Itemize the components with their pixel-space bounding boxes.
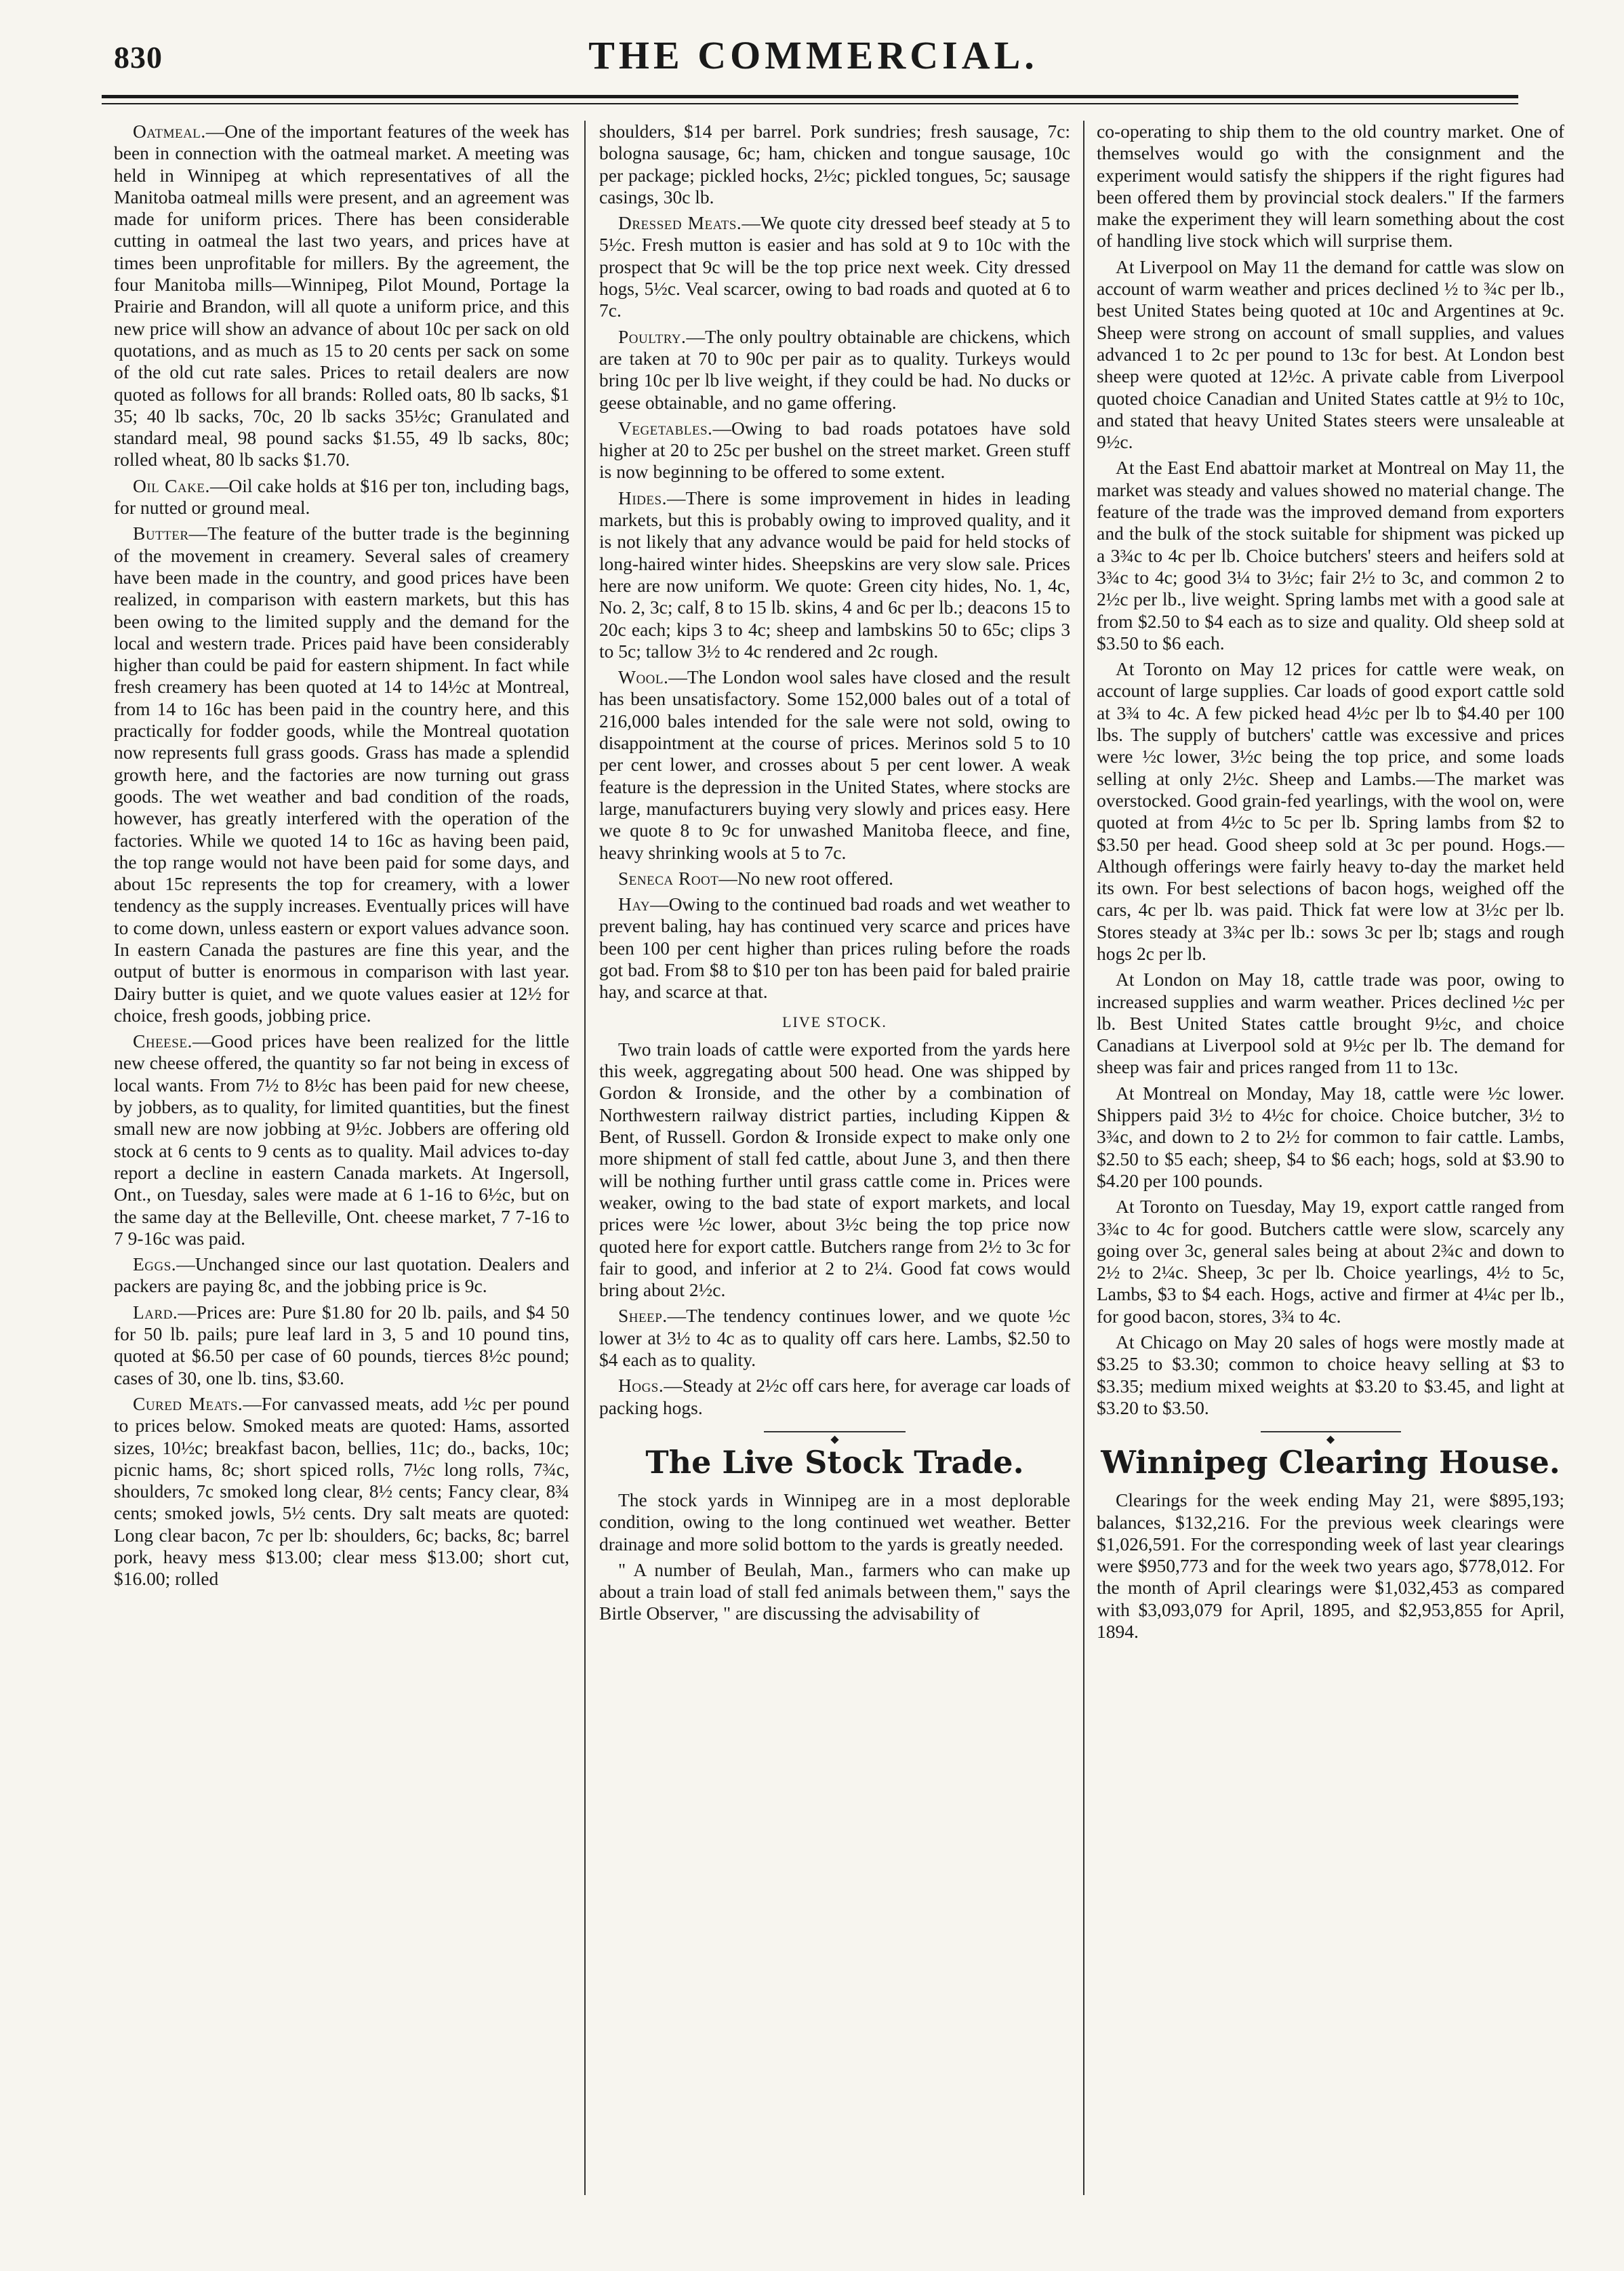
article-hides (599, 487, 1070, 662)
article-seneca-root (599, 868, 1070, 889)
article-lard (114, 1302, 569, 1389)
article-poultry (599, 326, 1070, 414)
column-1 (114, 121, 569, 2229)
article-cheese (114, 1030, 569, 1249)
article-butter (114, 523, 569, 1026)
article-text: —We quote city dressed beef steady at 5 to 5½c. Fresh mutton is easier and has sold at 9 to 10c with the prospect that 9c will be the top price next week. City dressed hogs, 5½c. Veal scarcer, owing to bad roads and quoted at 6 to 7c. (599, 212, 1070, 321)
article-hogs (599, 1375, 1070, 1419)
article-paragraph: " A number of Beulah, Man., farmers who can make up about a train load of stall fed animals between them," says the Birtle Observer, " are discussing the advisability of (599, 1559, 1070, 1624)
section-heading: Eggs. (133, 1253, 177, 1275)
column-2 (599, 121, 1070, 2229)
article-live-stock: Two train loads of cattle were exported from the yards here this week, aggregating about 500 head. One was shipped by Gordon & Ironside, and the other by a combination of Northwestern railway district parties, including Kippen & Bent, of Russell. Gordon & Ironside expect to make only one more shipment of stall fed cattle, about June 3, and then there will be nothing further until grass cattle come in. Prices were weaker, owing to the bad state of export markets, and local prices were ½c lower, about 3½c being the top price now quoted here for export cattle. Butchers range from 2½ to 3c for fair to good, and inferior at 2 to 2¼. Good fat cows would bring about 2½c. (599, 1038, 1070, 1301)
section-heading: Oatmeal. (133, 121, 206, 142)
ornament-divider (599, 1426, 1070, 1438)
article-oil-cake (114, 475, 569, 519)
article-eggs (114, 1253, 569, 1298)
ornament-divider (1097, 1426, 1564, 1438)
article-text: —The tendency continues lower, and we quote ½c lower at 3½ to 4c as to quality off cars here. Lambs, $2.50 to $4 each as to quality. (599, 1305, 1070, 1371)
section-title-live-stock-trade: The Live Stock Trade. (645, 1443, 1024, 1481)
article-text: —The only poultry obtainable are chickens, which are taken at 70 to 90c per pair as to quality. Turkeys would bring 10c per lb live weight, if they could be had. No ducks or geese obtainable, and no game offering. (599, 325, 1070, 413)
section-heading: Lard. (133, 1301, 178, 1323)
article-text: —For canvassed meats, add ½c per pound to prices below. Smoked meats are quoted: Hams, assorted sizes, 10½c; breakfast bacon, bellies, 11c; do., backs, 10c; picnic hams, 8c; short spiced rolls, 7½c long rolls, 7¾c, shoulders, 7c smoked long clear, 8½ cents; Fancy clear, 8¾ cents; smoked jowls, 5½ cents. Dry salt meats are quoted: Long clear bacon, 7c per lb: shoulders, 6c; backs, 8c; barrel pork, heavy mess $13.00; clear mess $13.00; short cut, $16.00; rolled (114, 1392, 569, 1590)
article-paragraph: At London on May 18, cattle trade was poor, owing to increased supplies and warm weather. Prices declined ½c per lb. Best United States cattle brought 9½c, and choice Canadians at Liverpool sold at 9½c per lb. The demand for sheep was fair and prices ranged from 11 to 13c. (1097, 969, 1564, 1078)
article-text: —Steady at 2½c off cars here, for average car loads of packing hogs. (599, 1375, 1070, 1418)
article-sheep (599, 1305, 1070, 1371)
article-paragraph: At Liverpool on May 11 the demand for cattle was slow on account of warm weather and prices declined ½ to ¾c per lb., best United States being quoted at 10c and Argentines at 9c. Sheep were strong on account of small supplies, and values advanced 1 to 2c per pound to 13c for best. At London best sheep were quoted at 12½c. A private cable from Liverpool quoted choice Canadian and United States cattle at 9½ to 10c, and stated that heavy United States steers were unsaleable at 9½c. (1097, 256, 1564, 453)
article-continuation: co-operating to ship them to the old country market. One of themselves would go with the consignment and the experiment would satisfy the shippers if the right figures had been offered them by provincial stock dealers." If the farmers make the experiment they will learn something about the cost of handling live stock which will surprise them. (1097, 121, 1564, 252)
article-oatmeal (114, 121, 569, 471)
article-text: —The London wool sales have closed and the result has been unsatisfactory. Some 152,000 bales out of a total of 216,000 bales intended for the sale were not sold, owing to disappointment at the course of prices. Merinos sold 5 to 10 per cent lower, and crosses about 5 per cent lower. A weak feature is the depression in the United States, where stocks are large, manufacturers buying very slowly and prices easy. Here we quote 8 to 9c for unwashed Manitoba fleece, and fine, heavy shrinking wools at 5 to 7c. (599, 666, 1070, 863)
section-heading: Wool. (618, 666, 669, 688)
section-heading: Poultry. (618, 325, 687, 347)
article-text: —Good prices have been realized for the little new cheese offered, the quantity so far not being in excess of local wants. From 7½ to 8½c has been paid for new cheese, by jobbers, as to quality, for limited quantities, but the finest small new are now jobbing at 9½c. Jobbers are offering old stock at 6 cents to 9 cents as to quality. Mail advices to-day report a decline in eastern Canada markets. At Ingersoll, Ont., on Tuesday, sales were made at 6 1-16 to 6½c, but on the same day at the Belleville, Ont. cheese market, 7 7-16 to 7 9-16c was paid. (114, 1030, 569, 1249)
article-text: —One of the important features of the week has been in connection with the oatmeal market. A meeting was held in Winnipeg at which representatives of all the Manitoba oatmeal mills were present, and an agreement was made for uniform prices. There has been considerable cutting in oatmeal the last two years, and prices have at times been unprofitable for millers. By the agreement, the four Manitoba mills—Winnipeg, Pilot Mound, Portage la Prairie and Brandon, will all quote a uniform price, and this new price will show an advance of about 10c per sack on old quotations, and as much as 15 to 20 cents per sack on some of the old cut rate sales. Prices to retail dealers are now quoted as follows for all brands: Rolled oats, 80 lb sacks, $1 35; 40 lb sacks, 70c, 20 lb sacks 35½c; Granulated and standard meal, 98 pound sacks $1.55, 49 lb sacks, 80c; rolled wheat, 80 lb sacks $1.70. (114, 121, 569, 470)
section-heading: Cheese. (133, 1030, 192, 1052)
article-hay (599, 893, 1070, 1003)
article-text: —No new root offered. (718, 867, 894, 889)
article-text: —Unchanged since our last quotation. Dealers and packers are paying 8c, and the jobbing price is 9c. (114, 1253, 569, 1297)
article-dressed-meats (599, 212, 1070, 321)
section-heading: Dressed Meats. (618, 212, 742, 234)
header-rule-thin (102, 103, 1518, 104)
masthead: THE COMMERCIAL. (588, 33, 1038, 77)
article-text: —The feature of the butter trade is the beginning of the movement in creamery. Several sales of creamery have been made in the country, and good prices have been realized, in comparison with eastern markets, but this has been owing to the limited supply and the demand for the local and western trade. Prices paid have been considerably higher than could be paid for eastern shipment. In fact while fresh creamery has been quoted at 14 to 14½c at Montreal, from 14 to 16c has been paid in the country here, and this practically for fodder goods, while the Montreal quotation now represents full grass goods. Grass has made a splendid growth here, and the factories are now turning out grass goods. The wet weather and bad condition of the roads, however, has greatly interfered with the operation of the factories. While we quoted 14 to 16c as having been paid, the top range would not have been paid for some days, and about 15c represents the top for creamery, with a lower tendency as the supply increases. Eventually prices will have to come down, unless eastern or export values advance soon. In eastern Canada the pastures are fine this year, and the output of butter is enormous in comparison with last year. Dairy butter is quiet, and we quote values easier at 12½ for choice, fresh goods, jobbing price. (114, 523, 569, 1026)
header-rule-thick (102, 95, 1518, 98)
article-paragraph: Clearings for the week ending May 21, were $895,193; balances, $132,216. For the previous week clearings were $1,026,591. For the corresponding week of last year clearings were $950,773 and for the week two years ago, $778,012. For the month of April clearings were $1,032,453 as compared with $3,093,079 for April, 1895, and $2,953,855 for April, 1894. (1097, 1489, 1564, 1642)
article-wool (599, 666, 1070, 864)
article-continuation: shoulders, $14 per barrel. Pork sundries; fresh sausage, 7c: bologna sausage, 6c; ham, chicken and tongue sausage, 10c per package; pickled hocks, 2½c; pickled tongues, 5c; sausage casings, 30c lb. (599, 121, 1070, 207)
section-heading: Sheep. (618, 1305, 668, 1327)
section-heading: Hides. (618, 487, 667, 508)
section-heading: Vegetables. (618, 417, 713, 439)
section-heading: Butter (133, 523, 189, 544)
article-paragraph: At the East End abattoir market at Montreal on May 11, the market was steady and values showed no material change. The feature of the trade was the improved demand from exporters and the bulk of the stock suitable for shipment was picked up a 3¾c to 4c per lb. Choice butchers' steers and heifers sold at 3¾c to 4c; good 3¼ to 3½c; fair 2½ to 3c, and common 2 to 2½c per lb., live weight. Spring lambs met with a good sale at from $2.50 to $4 each as to size and quality. Old sheep sold at $3.50 to $6 each. (1097, 457, 1564, 654)
article-text: —Owing to the continued bad roads and wet weather to prevent baling, hay has continued very scarce and prices have been 100 per cent higher than prices ruling before the roads got bad. From $8 to $10 per ton has been paid for baled prairie hay, and scarce at that. (599, 893, 1070, 1003)
article-text: —Oil cake holds at $16 per ton, including bags, for nutted or ground meal. (114, 475, 569, 519)
article-paragraph: At Toronto on Tuesday, May 19, export cattle ranged from 3¾c to 4c for good. Butchers cattle were slow, scarcely any going over 3c, general sales being at about 2¾c and down to 2½ to 2¼c. Sheep, 3c per lb. Choice yearlings, 4½ to 5c, Lambs, $3 to $4 each. Hogs, active and firmer at 4¼c per lb., for good bacon, stores, 3¾ to 4c. (1097, 1196, 1564, 1327)
column-3 (1097, 121, 1564, 2229)
subheading-live-stock: LIVE STOCK. (782, 1013, 887, 1030)
article-text: —Prices are: Pure $1.80 for 20 lb. pails, and $4 50 for 50 lb. pails; pure leaf lard in 3, 5 and 10 pound tins, quoted at $6.50 per case of 60 pounds, tierces 8½c pound; cases of 30, one lb. tins, $3.60. (114, 1301, 569, 1388)
column-divider (1083, 121, 1084, 2195)
article-paragraph: At Chicago on May 20 sales of hogs were mostly made at $3.25 to $3.30; common to choice heavy selling at $3 to $3.35; medium mixed weights at $3.20 to $3.45, and light at $3.20 to $3.50. (1097, 1331, 1564, 1418)
column-divider (584, 121, 586, 2195)
section-heading: Hogs. (618, 1375, 664, 1396)
article-vegetables (599, 418, 1070, 483)
article-text: —There is some improvement in hides in leading markets, but this is probably owing to improved quality, and it is not likely that any advance would be paid for held stocks of long-haired winter hides. Sheepskins are very slow sale. Prices here are now uniform. We quote: Green city hides, No. 1, 4c, No. 2, 3c; calf, 8 to 15 lb. skins, 4 and 6c per lb.; deacons 15 to 20c each; kips 3 to 4c; sheep and lambskins 50 to 65c; clips 3 to 5c; tallow 3½ to 4c rendered and 2c rough. (599, 487, 1070, 662)
section-heading: Seneca Root (618, 867, 719, 889)
article-paragraph: At Toronto on May 12 prices for cattle were weak, on account of large supplies. Car loads of good export cattle sold at 3¾ to 4c. A few picked head 4½c per lb to $4.40 per 100 lbs. The supply of butchers' cattle was excessive and prices were ½c lower, 3½c being the top price, and some loads selling at only 2½c. Sheep and Lambs.—The market was overstocked. Good grain-fed yearlings, with the wool on, were quoted at from 4½c to 5c per lb. Spring lambs from $2 to $3.50 per head. Good sheep sold at 3c per pound. Hogs.—Although offerings were fairly heavy to-day the market held its own. For best selections of bacon hogs, weighed off the cars, 4c per lb. was paid. Thick fat were low at 3½c per lb. Stores steady at 3¾c per lb.: sows 3c per lb; stags and rough hogs 2c per lb. (1097, 658, 1564, 964)
article-paragraph: At Montreal on Monday, May 18, cattle were ½c lower. Shippers paid 3½ to 4½c for choice. Choice butcher, 3½ to 3¾c, and down to 2 to 2½ for common to fair cattle. Lambs, $2.50 to $5 each; sheep, $4 to $6 each; hogs, sold at $3.90 to $4.20 per 100 pounds. (1097, 1082, 1564, 1191)
article-text: —Owing to bad roads potatoes have sold higher at 20 to 25c per bushel on the street market. Green stuff is now beginning to be offered to some extent. (599, 417, 1070, 483)
section-title-clearing-house: Winnipeg Clearing House. (1101, 1444, 1560, 1481)
page-number: 830 (114, 40, 163, 75)
article-paragraph: The stock yards in Winnipeg are in a most deplorable condition, owing to the long continued wet weather. Better drainage and more solid bottom to the yards is greatly needed. (599, 1489, 1070, 1554)
section-heading: Cured Meats. (133, 1392, 243, 1414)
article-cured-meats (114, 1393, 569, 1590)
section-heading: Hay (618, 893, 651, 915)
section-heading: Oil Cake. (133, 475, 210, 496)
